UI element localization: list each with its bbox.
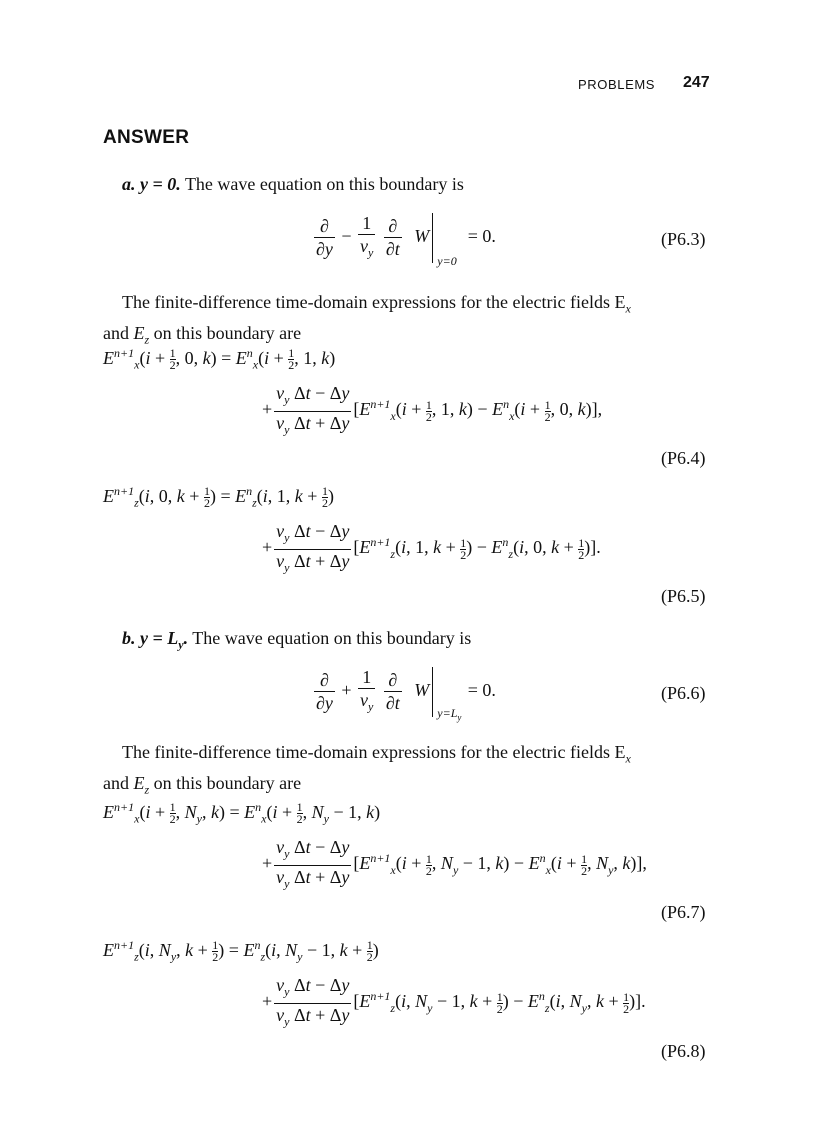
equation-p6-8-line1: $E^{n+1}_z(i$, $N_y$, k + $\frac{1}{2}$ ) = $E^n_z(i$, $N_y - 1$, k + $\frac{1}{2}$ )	[103, 938, 379, 965]
equation-p6-5-line2: + $\frac{v_y \Delta t - \Delta y}{v_y \Delta t + \Delta y}$ [$E^{n+1}_z(i$, 1, k + $\frac{1}{2}$ ) − $E^n_z(i$, 0, k + $\frac{1}{2}$ )].	[262, 521, 601, 575]
part-b-text-line2: on this boundary are	[153, 772, 302, 793]
part-a-label: a. y = 0.	[122, 174, 181, 194]
part-b-paragraph: The finite-difference time-domain expressions for the electric fields $E_x$ and $E_z$ on this boundary are	[103, 742, 631, 797]
equation-number-p6-8: (P6.8)	[661, 1041, 706, 1061]
equation-number-p6-6: (P6.6)	[661, 683, 706, 703]
equation-p6-7-line1: $E^{n+1}_x(i$ + $\frac{1}{2}$ , $N_y$, $k) = E^n_x(i$ + $\frac{1}{2}$ , $N_y - 1$, k)	[103, 800, 381, 827]
part-b-text: The finite-difference time-domain expressions for the electric fields E	[122, 742, 626, 762]
part-b-label: b. y = L	[122, 628, 179, 648]
part-a-intro	[122, 172, 464, 196]
part-a-text: The finite-difference time-domain expressions for the electric fields E	[122, 292, 626, 312]
equation-p6-6: $\frac{\partial}{\partial y}$ + $\frac{1}{v_y}$ $\frac{\partial}{\partial t}$ W $y=L_y$ = 0.	[316, 667, 496, 723]
answer-heading: ANSWER	[103, 127, 190, 148]
part-b-intro: b. $y = L_y$. The wave equation on this boundary is	[122, 628, 472, 652]
part-a-paragraph: The finite-difference time-domain expressions for the electric fields $E_x$ and $E_z$ on this boundary are	[103, 292, 631, 347]
equation-p6-3: $\frac{\partial}{\partial y}$ − $\frac{1}{v_y}$ $\frac{\partial}{\partial t}$ W y=0 = 0.	[316, 213, 496, 268]
part-a-text-line2: on this boundary are	[153, 322, 302, 343]
equation-p6-5-line1: $E^{n+1}_z(i$, 0, k + $\frac{1}{2}$ ) = $E^n_z(i$, 1, k + $\frac{1}{2}$ )	[103, 484, 334, 511]
part-b-intro-text: The wave equation on this boundary is	[192, 628, 472, 648]
equation-number-p6-5: (P6.5)	[661, 586, 706, 606]
equation-p6-4-line2: + $\frac{v_y \Delta t - \Delta y}{v_y \Delta t + \Delta y}$ [$E^{n+1}_x(i$ + $\frac{1}{2}$ , 1, $k) - E^n_x(i$ + $\frac{1}{2}$ , 0, k)],	[262, 383, 603, 437]
equation-number-p6-3: (P6.3)	[661, 229, 706, 249]
equation-p6-4-line1: $E^{n+1}_x(i$ + $\frac{1}{2}$ , 0, $k) = E^n_x(i$ + $\frac{1}{2}$ , 1, k)	[103, 346, 336, 373]
part-a-intro-text: The wave equation on this boundary is	[184, 174, 464, 194]
equation-p6-8-line2: + $\frac{v_y \Delta t - \Delta y}{v_y \Delta t + \Delta y}$ [$E^{n+1}_z(i$, $N_y - 1$, k + $\frac{1}{2}$ ) − $E^n_z(i$, $N_y$, k + $\frac{1}{2}$ )].	[262, 975, 646, 1029]
equation-number-p6-7: (P6.7)	[661, 902, 706, 922]
page-number: 247	[683, 74, 710, 91]
equation-number-p6-4: (P6.4)	[661, 448, 706, 468]
equation-p6-7-line2: + $\frac{v_y \Delta t - \Delta y}{v_y \Delta t + \Delta y}$ [$E^{n+1}_x(i$ + $\frac{1}{2}$ , $N_y - 1$, $k) - E^n_x(i$ + $\frac{1}{2}$ , $N_y$, k)],	[262, 837, 647, 891]
running-header-section: PROBLEMS	[578, 77, 656, 92]
